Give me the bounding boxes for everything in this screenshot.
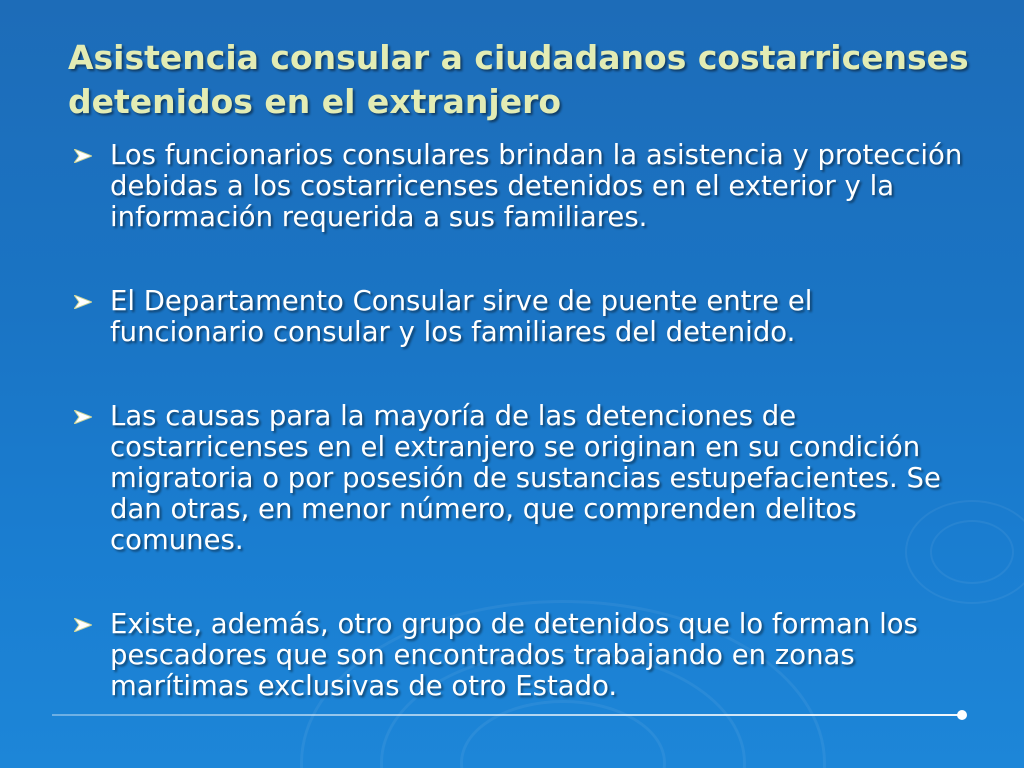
arrow-bullet-icon [74,618,92,632]
bullet-text: El Departamento Consular sirve de puente entre el funcionario consular y los familiares del detenido. [110,285,813,348]
bullet-item [72,286,972,348]
footer-divider [52,714,960,716]
divider-dot [957,710,967,720]
bullet-text: Los funcionarios consulares brindan la asistencia y protección debidas a los costarricenses detenidos en el exterior y la información requerida a sus familiares. [110,139,963,233]
bullet-text: Las causas para la mayoría de las detenciones de costarricenses en el extranjero se originan en su condición migratoria o por posesión de sustancias estupefacientes. Se dan otras, en menor número, que comprenden delitos comunes. [110,400,941,556]
bullet-item [72,401,972,556]
bullet-text: Existe, además, otro grupo de detenidos que lo forman los pescadores que son encontrados trabajando en zonas marítimas exclusivas de otro Estado. [110,608,918,702]
arrow-bullet-icon [74,149,92,163]
bullet-list [72,140,972,702]
arrow-bullet-icon [74,295,92,309]
slide-title: Asistencia consular a ciudadanos costarricenses detenidos en el extranjero [68,38,969,121]
bullet-item [72,609,972,702]
arrow-bullet-icon [74,410,92,424]
bullet-item [72,140,972,233]
